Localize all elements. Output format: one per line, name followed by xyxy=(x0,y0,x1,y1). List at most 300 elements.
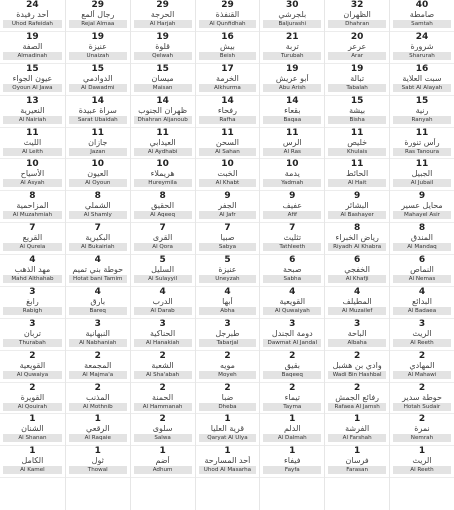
region-name-arabic: الشنان xyxy=(21,424,44,434)
region-name-arabic: الدرب xyxy=(152,296,173,306)
region-count: 4 xyxy=(94,286,101,297)
region-name-english: Jazan xyxy=(90,148,106,155)
region-name-english: Al Badaea xyxy=(407,307,437,314)
region-name-arabic: الحرجة xyxy=(150,10,175,19)
region-count: 11 xyxy=(156,127,169,138)
region-cell xyxy=(325,96,389,128)
region-cell xyxy=(131,0,195,32)
region-cell xyxy=(196,383,260,415)
region-name-english-strip xyxy=(328,211,386,219)
region-name-arabic: الباحة xyxy=(347,328,367,338)
region-cell xyxy=(66,223,130,255)
region-name-english: Al Hait xyxy=(347,180,367,187)
region-name-english-strip xyxy=(3,434,62,442)
region-name-english: Almadinah xyxy=(17,52,48,59)
region-cell xyxy=(66,446,130,478)
region-name-english-strip xyxy=(199,434,257,442)
region-name-english: Uhod Rafeidah xyxy=(11,21,53,27)
region-name-english-strip xyxy=(3,466,62,474)
region-name-arabic: الليث xyxy=(23,137,42,147)
region-name-english: Mahayel Asir xyxy=(404,212,440,219)
region-cell xyxy=(390,223,454,255)
region-name-arabic: الجبيل xyxy=(411,169,433,179)
region-count: 5 xyxy=(224,255,231,265)
region-cell xyxy=(0,446,65,478)
region-cell xyxy=(196,287,260,319)
region-name-english: Qelwah xyxy=(152,52,174,59)
region-name-english-strip xyxy=(328,466,386,474)
region-cell xyxy=(66,0,130,32)
region-name-arabic: حوطة سدير xyxy=(402,392,442,402)
region-name-arabic: بقعاء xyxy=(284,105,301,115)
region-name-english: Al Nairiah xyxy=(18,116,46,123)
region-name-arabic: الحمنة xyxy=(152,392,174,402)
region-cell xyxy=(196,128,260,160)
region-name-english: Baqaa xyxy=(283,116,302,123)
region-name-english: Ras Tanoura xyxy=(404,148,439,155)
region-name-english: Arar xyxy=(351,52,364,59)
region-name-arabic: ضبا xyxy=(221,392,234,402)
region-cell xyxy=(390,319,454,351)
region-name-english-strip xyxy=(134,211,192,219)
region-name-english: Al Farshah xyxy=(342,435,372,442)
region-name-arabic: المهادي xyxy=(409,360,435,370)
region-name-arabic: مهد الذهب xyxy=(14,265,51,274)
region-count: 2 xyxy=(159,382,166,393)
region-count: 10 xyxy=(26,159,39,170)
region-name-english-strip xyxy=(3,275,62,283)
region-name-arabic: دومة الجندل xyxy=(271,328,313,338)
region-count: 24 xyxy=(26,0,39,10)
region-count: 10 xyxy=(156,159,169,170)
region-name-arabic: شرورة xyxy=(410,41,434,51)
region-count: 19 xyxy=(286,63,299,74)
region-name-english: Tayma xyxy=(283,403,302,410)
region-name-english: Al Qouirah xyxy=(17,403,48,410)
region-name-arabic: سلوى xyxy=(152,424,173,434)
region-name-arabic: سبت العلاية xyxy=(402,73,442,83)
region-name-english: Al Jubail xyxy=(410,180,434,187)
region-name-arabic: الريث xyxy=(412,328,432,338)
region-name-english-strip xyxy=(393,275,451,283)
region-name-arabic: الرقعي xyxy=(86,424,110,434)
region-name-arabic: النعيرية xyxy=(20,105,45,115)
region-cell xyxy=(390,128,454,160)
region-name-english-strip xyxy=(199,20,257,28)
region-cell xyxy=(325,159,389,191)
region-name-arabic: رأس تنورة xyxy=(404,137,440,147)
region-cell xyxy=(260,64,324,96)
region-name-arabic: النماص xyxy=(410,265,434,274)
region-name-english: Dhahran Aljanoub xyxy=(137,116,188,123)
region-name-english-strip xyxy=(263,403,321,411)
region-cell xyxy=(260,287,324,319)
region-count: 3 xyxy=(29,286,36,297)
region-name-english: Al Aydhabi xyxy=(147,148,178,155)
region-name-arabic: وادي بن هشبل xyxy=(332,360,382,370)
region-count: 11 xyxy=(415,127,429,138)
region-count: 19 xyxy=(91,31,105,42)
region-cell xyxy=(66,96,130,128)
region-count: 1 xyxy=(354,414,361,425)
region-count: 1 xyxy=(29,446,36,457)
region-count: 15 xyxy=(26,63,39,74)
region-cell xyxy=(131,64,195,96)
region-cell xyxy=(0,96,65,128)
region-name-english-strip xyxy=(134,243,192,251)
region-cell xyxy=(0,351,65,383)
region-name-arabic: صبيا xyxy=(220,233,235,243)
region-count: 2 xyxy=(224,350,231,361)
region-cell xyxy=(390,383,454,415)
region-name-english: Adhum xyxy=(152,467,173,474)
region-name-arabic: طبرجل xyxy=(215,328,240,338)
region-name-english: Alkhurma xyxy=(214,84,241,91)
region-cell xyxy=(260,32,324,64)
region-cell xyxy=(260,191,324,223)
region-name-english-strip xyxy=(3,307,62,315)
region-name-english: Al Harjah xyxy=(149,21,176,27)
region-name-arabic: الظهران xyxy=(343,10,371,19)
region-name-arabic: الشعبة xyxy=(151,360,174,370)
region-name-english-strip xyxy=(393,307,451,315)
region-name-english-strip xyxy=(328,20,386,28)
region-count: 7 xyxy=(159,223,166,234)
region-name-arabic: المطيلف xyxy=(342,296,372,306)
region-count: 1 xyxy=(289,446,296,457)
region-count: 2 xyxy=(94,350,101,361)
region-cell xyxy=(131,414,195,446)
region-cell xyxy=(325,223,389,255)
region-cell xyxy=(196,96,260,128)
region-name-arabic: رفائع الجمش xyxy=(335,392,380,402)
region-name-english-strip xyxy=(393,84,451,92)
region-count: 30 xyxy=(286,0,299,10)
region-cell xyxy=(325,0,389,32)
region-cell xyxy=(260,96,324,128)
region-name-english: Bareq xyxy=(89,307,106,314)
region-name-english: Yadmah xyxy=(281,180,304,187)
region-name-english-strip xyxy=(134,20,192,28)
region-name-arabic: مويه xyxy=(219,360,235,370)
region-cell xyxy=(131,191,195,223)
region-cell xyxy=(66,287,130,319)
region-name-arabic: تثليث xyxy=(283,233,302,243)
region-name-english: Afif xyxy=(287,212,297,219)
region-cell xyxy=(0,414,65,446)
region-name-english-strip xyxy=(393,403,451,411)
region-name-english-strip xyxy=(263,211,321,219)
region-name-english: Rabigh xyxy=(22,307,43,314)
region-name-english-strip xyxy=(328,434,386,442)
region-name-english-strip xyxy=(69,434,127,442)
region-name-arabic: المندق xyxy=(410,233,434,243)
region-cell xyxy=(390,96,454,128)
region-name-arabic: صامطة xyxy=(409,10,435,19)
region-name-english: Abu Arish xyxy=(278,84,306,91)
region-name-english: Bisha xyxy=(349,116,365,123)
region-name-arabic: بيش xyxy=(220,41,235,51)
region-name-arabic: أضم xyxy=(155,456,170,466)
region-name-arabic: بارق xyxy=(90,296,106,306)
region-name-english-strip xyxy=(69,20,127,28)
region-count: 2 xyxy=(289,382,296,393)
region-cell xyxy=(196,319,260,351)
region-cell xyxy=(66,319,130,351)
region-name-english-strip xyxy=(199,466,257,474)
region-cell xyxy=(196,223,260,255)
region-name-arabic: أبها xyxy=(222,296,233,306)
region-name-arabic: القريع xyxy=(22,233,43,243)
region-name-arabic: فرسان xyxy=(345,456,369,466)
region-count: 8 xyxy=(94,191,101,202)
region-cell xyxy=(0,64,65,96)
region-count: 14 xyxy=(286,95,299,106)
region-cell xyxy=(196,255,260,287)
region-count: 4 xyxy=(29,255,36,265)
region-name-english-strip xyxy=(134,466,192,474)
region-name-arabic: ثول xyxy=(91,456,104,466)
region-name-english-strip xyxy=(263,371,321,379)
region-cell xyxy=(131,32,195,64)
region-cell xyxy=(390,414,454,446)
region-name-arabic: القويرة xyxy=(20,392,45,402)
region-name-arabic: المزاحمية xyxy=(16,201,49,211)
region-name-english: Abha xyxy=(220,307,235,314)
region-name-english-strip xyxy=(263,179,321,187)
region-name-english-strip xyxy=(69,148,127,156)
region-name-english: Turubah xyxy=(281,52,304,59)
region-name-english-strip xyxy=(328,339,386,347)
region-name-english: Khulais xyxy=(347,148,368,155)
region-name-english: Rejal Almaa xyxy=(81,21,115,27)
region-name-english-strip xyxy=(263,52,321,60)
region-name-english-strip xyxy=(393,434,451,442)
region-cell xyxy=(325,128,389,160)
region-cell xyxy=(260,159,324,191)
region-name-english: Al Qunfidhah xyxy=(209,21,246,27)
region-name-arabic: البدائع xyxy=(411,296,432,306)
region-name-english: Albaha xyxy=(347,339,367,346)
region-name-english: Unaizah xyxy=(86,52,110,59)
region-name-english-strip xyxy=(199,116,257,124)
region-name-english-strip xyxy=(199,275,257,283)
region-cell xyxy=(66,351,130,383)
region-count: 7 xyxy=(94,223,101,234)
region-name-arabic: تيماء xyxy=(284,392,301,402)
region-name-arabic: الأسياح xyxy=(20,169,45,179)
region-name-english: Maisan xyxy=(152,84,173,91)
region-count: 4 xyxy=(94,255,101,265)
region-count: 11 xyxy=(26,127,39,138)
region-count: 19 xyxy=(350,63,364,74)
region-name-arabic: الخبت xyxy=(217,169,238,179)
region-name-arabic: هريملاء xyxy=(150,169,175,179)
region-name-english-strip xyxy=(3,211,62,219)
region-name-arabic: عنيزة xyxy=(218,265,237,274)
region-cell xyxy=(0,383,65,415)
region-name-english: Al Kamel xyxy=(20,467,45,474)
region-name-english-strip xyxy=(393,339,451,347)
region-name-arabic: الرس xyxy=(282,137,302,147)
region-name-arabic: رابغ xyxy=(26,296,39,306)
region-cell xyxy=(260,383,324,415)
region-name-arabic: الكامل xyxy=(21,456,44,466)
region-count: 24 xyxy=(415,31,429,42)
region-name-english: Wadi Bin Hashbal xyxy=(332,371,382,378)
region-cell xyxy=(66,255,130,287)
region-cell xyxy=(0,223,65,255)
region-name-english: Al Khabt xyxy=(215,180,240,187)
region-count: 10 xyxy=(286,159,299,170)
region-name-arabic: عيون الجواء xyxy=(12,73,53,83)
region-cell xyxy=(0,159,65,191)
region-name-arabic: الحناكية xyxy=(150,328,176,338)
region-cell xyxy=(196,191,260,223)
region-name-english-strip xyxy=(134,116,192,124)
region-cell xyxy=(0,32,65,64)
region-name-english-strip xyxy=(3,403,62,411)
region-name-english-strip xyxy=(328,307,386,315)
region-name-english: Tathleeth xyxy=(279,244,306,251)
region-count: 15 xyxy=(350,95,364,106)
region-cell xyxy=(325,287,389,319)
region-name-english-strip xyxy=(3,371,62,379)
region-name-english-strip xyxy=(263,434,321,442)
region-name-arabic: المجمعة xyxy=(84,360,112,370)
region-name-arabic: الفرشة xyxy=(345,424,370,434)
region-name-arabic: رياض الخبراء xyxy=(335,233,379,243)
region-count: 16 xyxy=(221,31,234,42)
region-name-english: Beish xyxy=(219,52,236,59)
region-name-english-strip xyxy=(328,243,386,251)
region-name-english-strip xyxy=(3,84,62,92)
region-name-english: Dheba xyxy=(218,403,237,410)
region-name-english: Al Ras xyxy=(283,148,301,155)
region-name-english-strip xyxy=(134,179,192,187)
region-count: 3 xyxy=(354,318,361,329)
region-count: 4 xyxy=(418,286,426,297)
region-count: 6 xyxy=(354,255,361,265)
region-cell xyxy=(66,191,130,223)
region-name-english-strip xyxy=(393,371,451,379)
region-count: 11 xyxy=(350,159,364,170)
region-name-english-strip xyxy=(393,179,451,187)
region-count: 2 xyxy=(289,350,296,361)
region-name-arabic: ظهران الجنوب xyxy=(138,105,188,115)
region-count: 4 xyxy=(354,286,361,297)
region-name-english-strip xyxy=(328,148,386,156)
region-name-english-strip xyxy=(134,148,192,156)
region-name-arabic: البشائر xyxy=(345,201,369,211)
region-count: 4 xyxy=(159,286,166,297)
region-count: 2 xyxy=(224,382,231,393)
region-name-english-strip xyxy=(199,371,257,379)
region-count: 3 xyxy=(289,318,296,329)
region-count: 5 xyxy=(159,255,166,265)
region-name-english: Rafha xyxy=(219,116,236,123)
region-cell xyxy=(390,446,454,478)
region-count: 20 xyxy=(350,31,364,42)
region-count: 14 xyxy=(156,95,169,106)
region-cell xyxy=(131,351,195,383)
region-count: 11 xyxy=(221,127,234,138)
region-name-arabic: الخرمة xyxy=(216,73,239,83)
region-name-english-strip xyxy=(263,148,321,156)
region-name-english-strip xyxy=(3,243,62,251)
region-cell xyxy=(196,0,260,32)
region-name-arabic: نمرة xyxy=(414,424,430,434)
region-name-english: Al Shanan xyxy=(18,435,47,442)
region-name-english: Al Majma'a xyxy=(82,371,114,378)
region-name-english: Thurabah xyxy=(19,339,46,346)
region-name-arabic: بقيق xyxy=(284,360,300,370)
region-name-english-strip xyxy=(393,211,451,219)
region-cell xyxy=(325,351,389,383)
region-name-english-strip xyxy=(69,403,127,411)
region-name-english-strip xyxy=(199,148,257,156)
region-cell xyxy=(131,383,195,415)
region-count: 10 xyxy=(91,159,105,170)
region-name-english: Al Qureia xyxy=(19,244,46,251)
region-name-english: Moyeh xyxy=(218,371,237,378)
region-cell xyxy=(196,414,260,446)
region-name-english: Hotah Sudair xyxy=(403,403,441,410)
region-name-arabic: فيفاء xyxy=(284,456,301,466)
region-name-arabic: خليص xyxy=(347,137,368,147)
region-name-arabic: أحد المسارحة xyxy=(204,456,251,466)
region-count: 7 xyxy=(224,223,231,234)
region-name-english: Al Sulayyil xyxy=(148,276,178,282)
region-name-arabic: الدلم xyxy=(283,424,301,434)
region-name-english: Fayfa xyxy=(284,467,300,474)
region-cell xyxy=(390,287,454,319)
region-name-english-strip xyxy=(134,403,192,411)
region-name-english-strip xyxy=(328,403,386,411)
region-count: 9 xyxy=(289,191,296,202)
region-name-english: Al Nabhaniah xyxy=(79,339,117,346)
region-name-english-strip xyxy=(134,52,192,60)
region-name-english-strip xyxy=(3,179,62,187)
region-cell xyxy=(260,128,324,160)
region-name-english: Al Quwaiyah xyxy=(274,307,310,314)
region-name-arabic: العيدابي xyxy=(149,137,176,147)
region-cell xyxy=(66,414,130,446)
region-cell xyxy=(325,255,389,287)
region-count: 3 xyxy=(29,318,36,329)
grid-column xyxy=(130,0,195,510)
region-name-english: Sarat Ubaidah xyxy=(77,116,118,123)
region-cell xyxy=(390,351,454,383)
region-count: 1 xyxy=(289,414,296,425)
region-cell xyxy=(325,64,389,96)
region-count: 7 xyxy=(29,223,36,234)
region-name-english-strip xyxy=(263,116,321,124)
region-name-english-strip xyxy=(328,371,386,379)
region-cell xyxy=(131,96,195,128)
region-name-arabic: السحن xyxy=(215,137,239,147)
region-cell xyxy=(196,64,260,96)
region-name-english: Al Muzailef xyxy=(341,307,373,314)
region-count: 2 xyxy=(29,350,36,361)
region-count: 11 xyxy=(415,159,429,170)
region-name-english-strip xyxy=(393,116,451,124)
region-name-english-strip xyxy=(263,339,321,347)
region-count: 14 xyxy=(91,95,105,106)
region-name-english-strip xyxy=(263,20,321,28)
region-name-english: Al Mandaq xyxy=(407,244,437,251)
region-count: 21 xyxy=(286,31,299,42)
